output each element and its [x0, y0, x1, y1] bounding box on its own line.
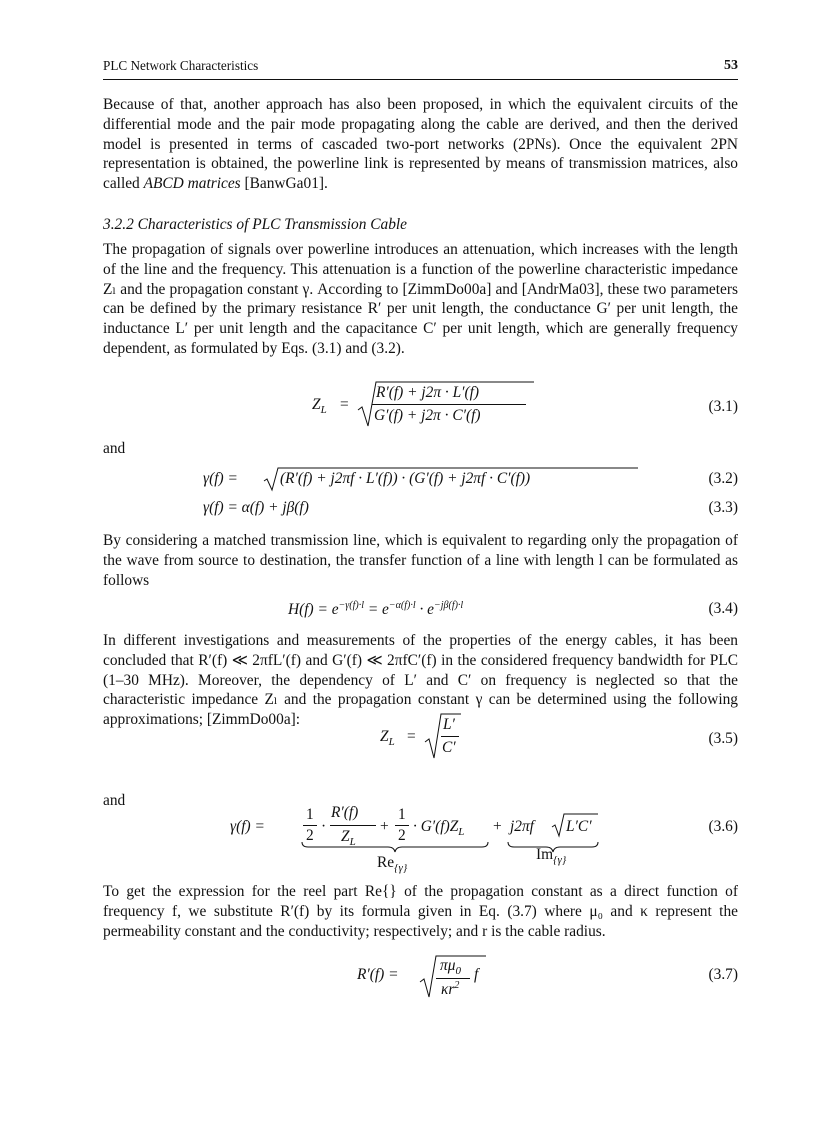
running-title: PLC Network Characteristics — [103, 58, 259, 73]
eq31-lhs: Z — [312, 396, 321, 413]
eq35-equals: = — [407, 728, 416, 745]
eq36-half2-num: 1 — [398, 806, 406, 823]
eq36-half-bar — [303, 825, 317, 826]
eq35-lhs-sub: L — [388, 736, 395, 749]
eq36-half-num: 1 — [306, 806, 314, 823]
eq36-re-sub: {γ} — [394, 862, 408, 875]
equation-3-6 — [0, 776, 816, 875]
eq31-fraction-bar — [372, 404, 526, 405]
eq36-r-denominator: Z — [341, 828, 350, 845]
connector-and-1: and — [103, 440, 126, 457]
paragraph-intro-text: Because of that, another approach has also been proposed, in which the equivalent circuits of the differential mode and the pair mode propagating along the cable are derived, and then the derived model is presented in terms of cascaded two-port networks (2PNs). Once the equivalent 2PN representation is obtained, the powerline link is represented by means of transmission matrices, also called — [103, 96, 738, 193]
eq37-tail: f — [474, 966, 479, 983]
eq36-g-term-sub: L — [458, 826, 465, 839]
eq37-fraction-bar — [436, 978, 470, 979]
eq37-denominator: κr — [441, 981, 455, 998]
paragraph-investigations: In different investigations and measurements of the properties of the energy cables, it has been concluded that R′(f) ≪ 2πfL′(f) and G′(f) ≪ 2πfC′(f) in the considered frequency bandwidth for PLC (1–30 MHz). Moreover, the dependency of L′ and C′ on frequency is neglected so that the characteristic impedance Zₗ and the propagation constant γ can be determined using the following approximations; [ZimmDo00a]: — [103, 632, 738, 729]
eq35-numerator: L′ — [443, 716, 455, 733]
eq36-r-bar — [330, 825, 376, 826]
eq31-number: (3.1) — [708, 398, 738, 415]
eq36-im-sub: {γ} — [553, 854, 567, 867]
eq34-exp1: −γ(f)·l — [338, 600, 364, 611]
eq31-denominator: G′(f) + j2π · C′(f) — [374, 407, 481, 424]
eq36-re-underbrace — [300, 840, 490, 854]
eq37-den-sup: 2 — [454, 980, 460, 991]
eq37-lhs: R′(f) = — [357, 966, 399, 983]
equation-3-5 — [0, 712, 816, 762]
eq34-exp3: −jβ(f)·l — [433, 600, 464, 611]
equation-3-2 — [0, 466, 816, 492]
connector-and-2: and — [103, 792, 126, 809]
eq36-plus2: + — [493, 818, 502, 835]
eq34-mid2: · e — [415, 601, 434, 618]
eq35-lhs: Z — [380, 728, 389, 745]
eq34-mid: = e — [363, 601, 389, 618]
eq37-num-sub: 0 — [455, 965, 461, 978]
paragraph-matched-line: By considering a matched transmission line, which is equivalent to regarding only the propagation of the wave from source to destination, the transfer function of a line with length l can be formulated as follows — [103, 532, 738, 589]
eq31-lhs-sub: L — [320, 404, 327, 417]
equation-3-4 — [0, 596, 816, 620]
eq36-half2-bar — [395, 825, 409, 826]
eq36-dot: · — [321, 818, 327, 835]
paragraph-propagation: The propagation of signals over powerline introduces an attenuation, which increases with the length of the line and the frequency. This attenuation is a function of the powerline characteristic impedance Zₗ and the propagation constant γ. According to [ZimmDo00a] and [AndrMa03], these two parameters can be defined by the primary resistance R′ per unit length, the conductance G′ per unit length, the inductance L′ per unit length and the capacitance C′ per unit length, which are generally frequency dependent, as formulated by Eqs. (3.1) and (3.2). — [103, 241, 738, 357]
header-rule — [103, 79, 738, 80]
eq36-im-label: Im — [536, 846, 554, 863]
paragraph-intro — [103, 95, 738, 194]
eq36-r-den-sub: L — [349, 836, 356, 849]
eq36-lhs: γ(f) = — [230, 818, 265, 835]
eq36-half-den: 2 — [306, 827, 314, 844]
eq37-numerator: πμ — [440, 957, 456, 974]
eq32-lhs: γ(f) = — [203, 470, 238, 487]
eq36-g-term: · G′(f)Z — [413, 818, 459, 835]
equation-3-7 — [0, 954, 816, 1004]
eq37-number: (3.7) — [708, 966, 738, 983]
eq34-number: (3.4) — [708, 600, 738, 617]
eq35-denominator: C′ — [442, 739, 456, 756]
eq31-numerator: R′(f) + j2π · L′(f) — [376, 384, 480, 401]
abcd-matrices-term: ABCD matrices — [143, 175, 241, 193]
eq36-number: (3.6) — [708, 818, 738, 835]
citation-banwga01: [BanwGa01]. — [244, 175, 328, 193]
eq34-lhs: H(f) = e — [288, 601, 339, 618]
eq33-number: (3.3) — [708, 499, 738, 516]
equation-3-3 — [0, 497, 816, 519]
eq33-body: γ(f) = α(f) + jβ(f) — [203, 499, 309, 516]
eq35-fraction-bar — [441, 736, 459, 737]
eq36-re-label: Re — [377, 854, 395, 871]
equation-3-1 — [0, 380, 816, 430]
eq35-number: (3.5) — [708, 730, 738, 747]
eq34-exp2: −α(f)·l — [388, 600, 416, 611]
page-number: 53 — [724, 58, 738, 73]
eq36-plus: + — [380, 818, 389, 835]
eq36-im-term: j2πf — [510, 818, 534, 835]
eq31-equals: = — [340, 396, 349, 413]
eq32-radicand: (R′(f) + j2πf · L′(f)) · (G′(f) + j2πf · C′(f)) — [280, 470, 531, 487]
subsection-heading: 3.2.2 Characteristics of PLC Transmission Cable — [103, 216, 408, 233]
eq32-number: (3.2) — [708, 470, 738, 487]
eq36-r-numerator: R′(f) — [331, 804, 359, 821]
running-head — [103, 58, 738, 78]
paragraph-reel-part: To get the expression for the reel part Re{} of the propagation constant as a direct function of frequency f, we substitute R′(f) by its formula given in Eq. (3.7) where μ₀ and κ represent the permeability constant and the conductivity; respectively; and r is the cable radius. — [103, 883, 738, 940]
eq36-sqrt-arg: L′C′ — [566, 818, 592, 835]
eq36-half2-den: 2 — [398, 827, 406, 844]
